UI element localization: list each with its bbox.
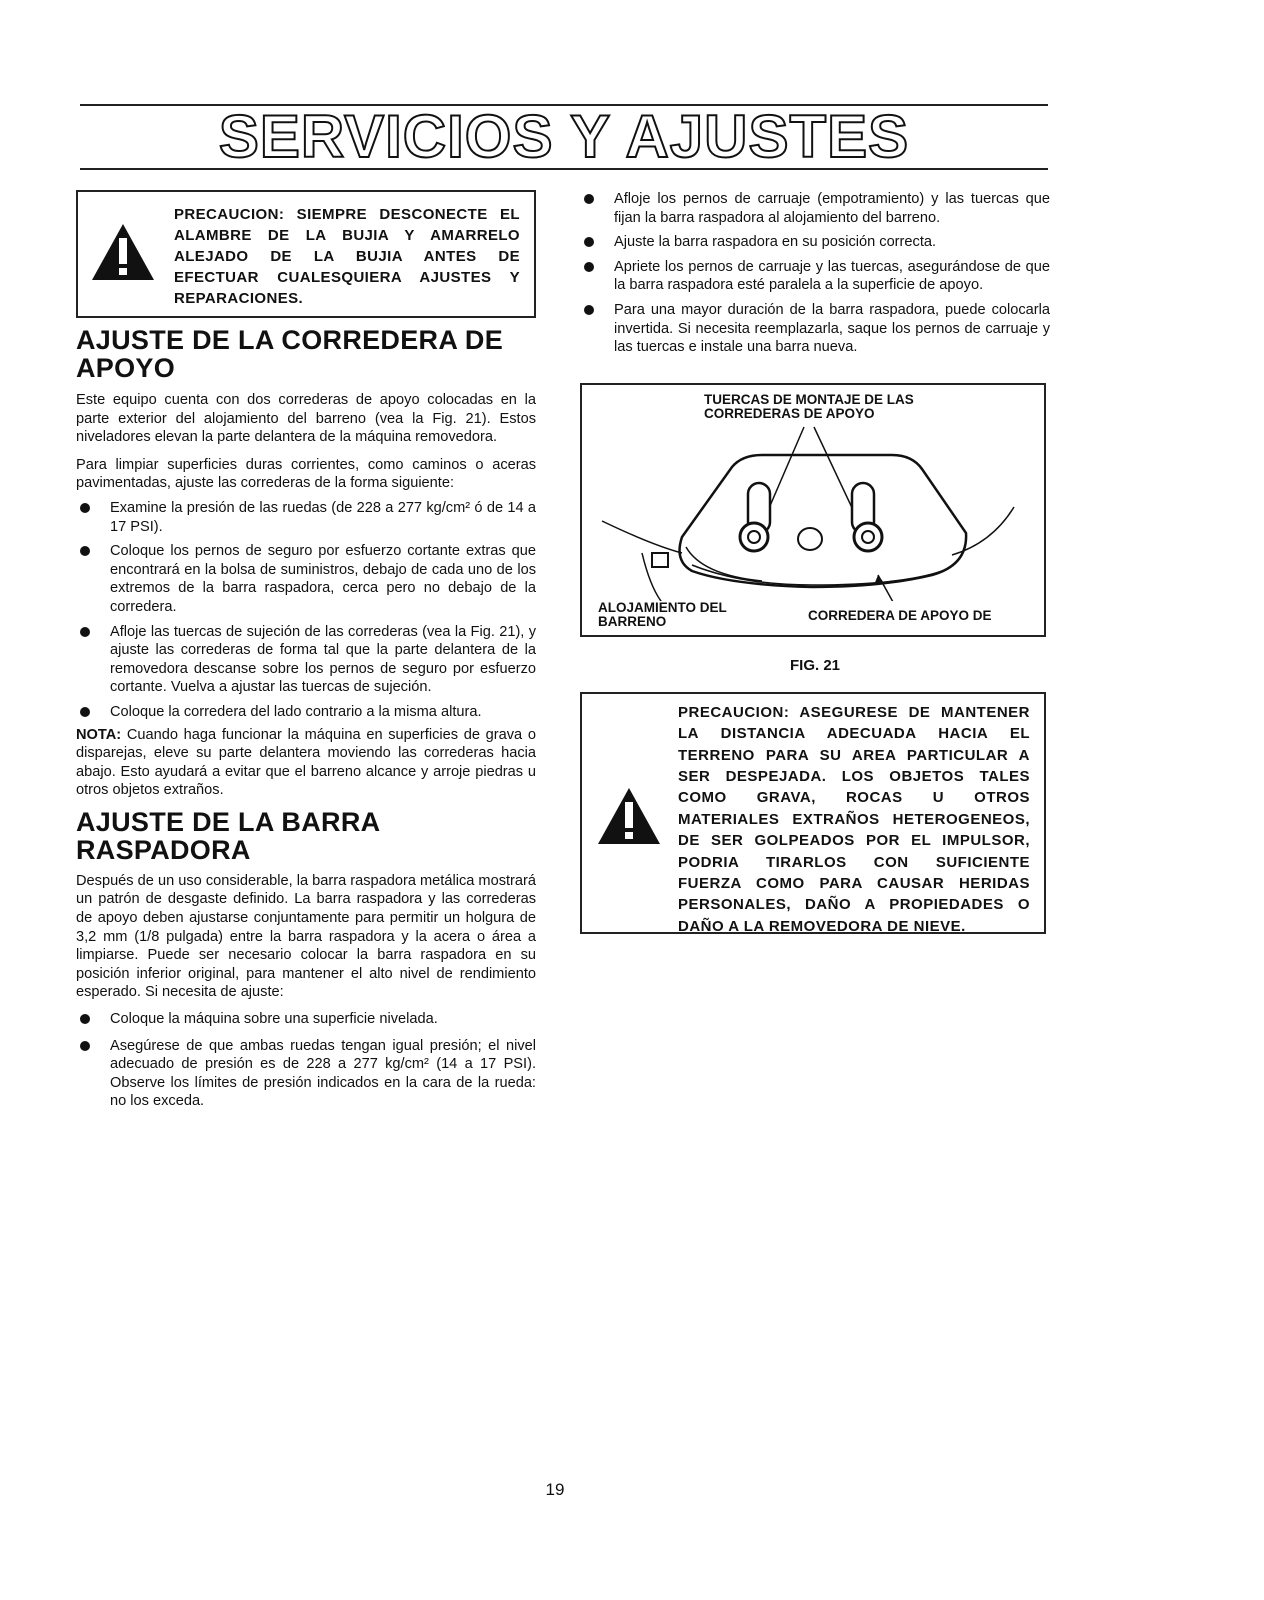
note-label: NOTA: (76, 726, 122, 743)
bullet-icon (80, 546, 90, 556)
bullet-list-barra (76, 1010, 536, 1111)
list-item: Apriete los pernos de carruaje y las tuercas, asegurándose de que la barra raspadora esté paralela a la superficie de apoyo. (580, 258, 1050, 295)
page-title: SERVICIOS Y AJUSTES (218, 103, 910, 170)
paragraph: Para limpiar superficies duras corrientes, como caminos o aceras pavimentadas, ajuste las correderas de la forma siguiente: (76, 456, 536, 492)
caution-text: PRECAUCION: SIEMPRE DESCONECTE EL ALAMBRE DE LA BUJIA Y AMARRELO ALEJADO DE LA BUJIA ANTES DE EFECTUAR CUALESQUIERA AJUSTES Y REPARACIONES. (174, 206, 520, 307)
page-number: 19 (545, 1480, 565, 1499)
list-item: Afloje las tuercas de sujeción de las correderas (vea la Fig. 21), y ajuste las correderas de forma tal que la parte delantera de la removedora descanse sobre los pernos de seguro por esfuerzo cortante. Vuelva a ajustar las tuercas de sujeción. (76, 623, 536, 697)
left-column (76, 190, 536, 1111)
bullet-icon (80, 503, 90, 513)
bullet-icon (80, 1041, 90, 1051)
figure-caption: FIG. 21 (789, 656, 841, 674)
figure-label-skid-shoe: CORREDERA DE APOYO DE (808, 607, 992, 623)
list-item: Coloque la corredera del lado contrario a la misma altura. (76, 703, 536, 722)
bullet-icon (584, 237, 594, 247)
bullet-list-corredera (76, 499, 536, 722)
bullet-icon (80, 627, 90, 637)
section-heading-corredera: AJUSTE DE LA CORREDERA DE APOYO (76, 325, 504, 383)
bullet-icon (80, 1014, 90, 1024)
note-paragraph: NOTA: Cuando haga funcionar la máquina en superficies de grava o disparejas, eleve su parte delantera moviendo las correderas hacia abajo. Esto ayudará a evitar que el barreno alcance y arroje piedras u otros objetos extraños. (76, 726, 536, 799)
list-item: Coloque la máquina sobre una superficie nivelada. (76, 1010, 536, 1029)
paragraph: Después de un uso considerable, la barra raspadora metálica mostrará un patrón de desgaste definido. La barra raspadora y las correderas de apoyo deben ajustarse conjuntamente para permitir un holgura de 3,2 mm (1/8 pulgada) entre la barra raspadora y la acera o área a limpiarse. Puede ser necesario colocar la barra raspadora en su posición inferior original, para mantener el alto nivel de rendimiento esperado. Si necesita de ajuste: (76, 872, 536, 1001)
figure-label-mounting-nuts: TUERCAS DE MONTAJE DE LAS CORREDERAS DE APOYO (704, 391, 914, 421)
caution-box-spark-plug (76, 190, 536, 318)
caution-text: PRECAUCION: ASEGURESE DE MANTENER LA DISTANCIA ADECUADA HACIA EL TERRENO PARA SU AREA PARTICULAR A SER DESPEJADA. LOS OBJETOS TALES COMO GRAVA, ROCAS U OTROS MATERIALES EXTRAÑOS HETEROGENEOS, DE SER GOLPEADOS POR EL IMPULSOR, PODRIA TIRARLOS CON SUFICIENTE FUERZA COMO PARA CAUSAR HERIDAS PERSONALES, DAÑO A PROPIEDADES O DAÑO A LA REMOVEDORA DE NIEVE. (678, 703, 1030, 935)
right-column (580, 190, 1050, 934)
list-item: Examine la presión de las ruedas (de 228 a 277 kg/cm² ó de 14 a 17 PSI). (76, 499, 536, 536)
warning-triangle-icon (90, 222, 156, 282)
bullet-list-scraper-steps (580, 190, 1050, 357)
figure-21-box (580, 383, 1046, 637)
warning-triangle-icon (596, 786, 662, 846)
list-item: Asegúrese de que ambas ruedas tengan igual presión; el nivel adecuado de presión es de 228 a 277 kg/cm² (14 a 17 PSI). Observe los límites de presión indicados en la cara de la rueda: no los exceda. (76, 1037, 536, 1111)
section-heading-barra: AJUSTE DE LA BARRA RASPADORA (76, 806, 380, 865)
bullet-icon (584, 262, 594, 272)
bullet-icon (584, 194, 594, 204)
paragraph: Este equipo cuenta con dos correderas de apoyo colocadas en la parte exterior del alojamiento del barreno (vea la Fig. 21). Estos niveladores elevan la parte delantera de la máquina removedora. (76, 392, 536, 446)
bullet-icon (80, 707, 90, 717)
caution-box-ground-clearance (580, 692, 1046, 934)
list-item: Ajuste la barra raspadora en su posición correcta. (580, 233, 1050, 252)
bullet-icon (584, 305, 594, 315)
title-rule-bottom (80, 168, 1048, 170)
list-item: Para una mayor duración de la barra raspadora, puede colocarla invertida. Si necesita reemplazarla, saque los pernos de carruaje y las tuercas e instale una barra nueva. (580, 301, 1050, 357)
list-item: Afloje los pernos de carruaje (empotramiento) y las tuercas que fijan la barra raspadora al alojamiento del barreno. (580, 190, 1050, 227)
figure-label-auger-housing: ALOJAMIENTO DEL BARRENO (598, 599, 727, 629)
list-item: Coloque los pernos de seguro por esfuerzo cortante extras que encontrará en la bolsa de suministros, debajo de cada uno de los extremos de la barra raspadora, cerca pero no debajo de la corredera. (76, 542, 536, 616)
skid-shoe-illustration (582, 425, 1044, 601)
